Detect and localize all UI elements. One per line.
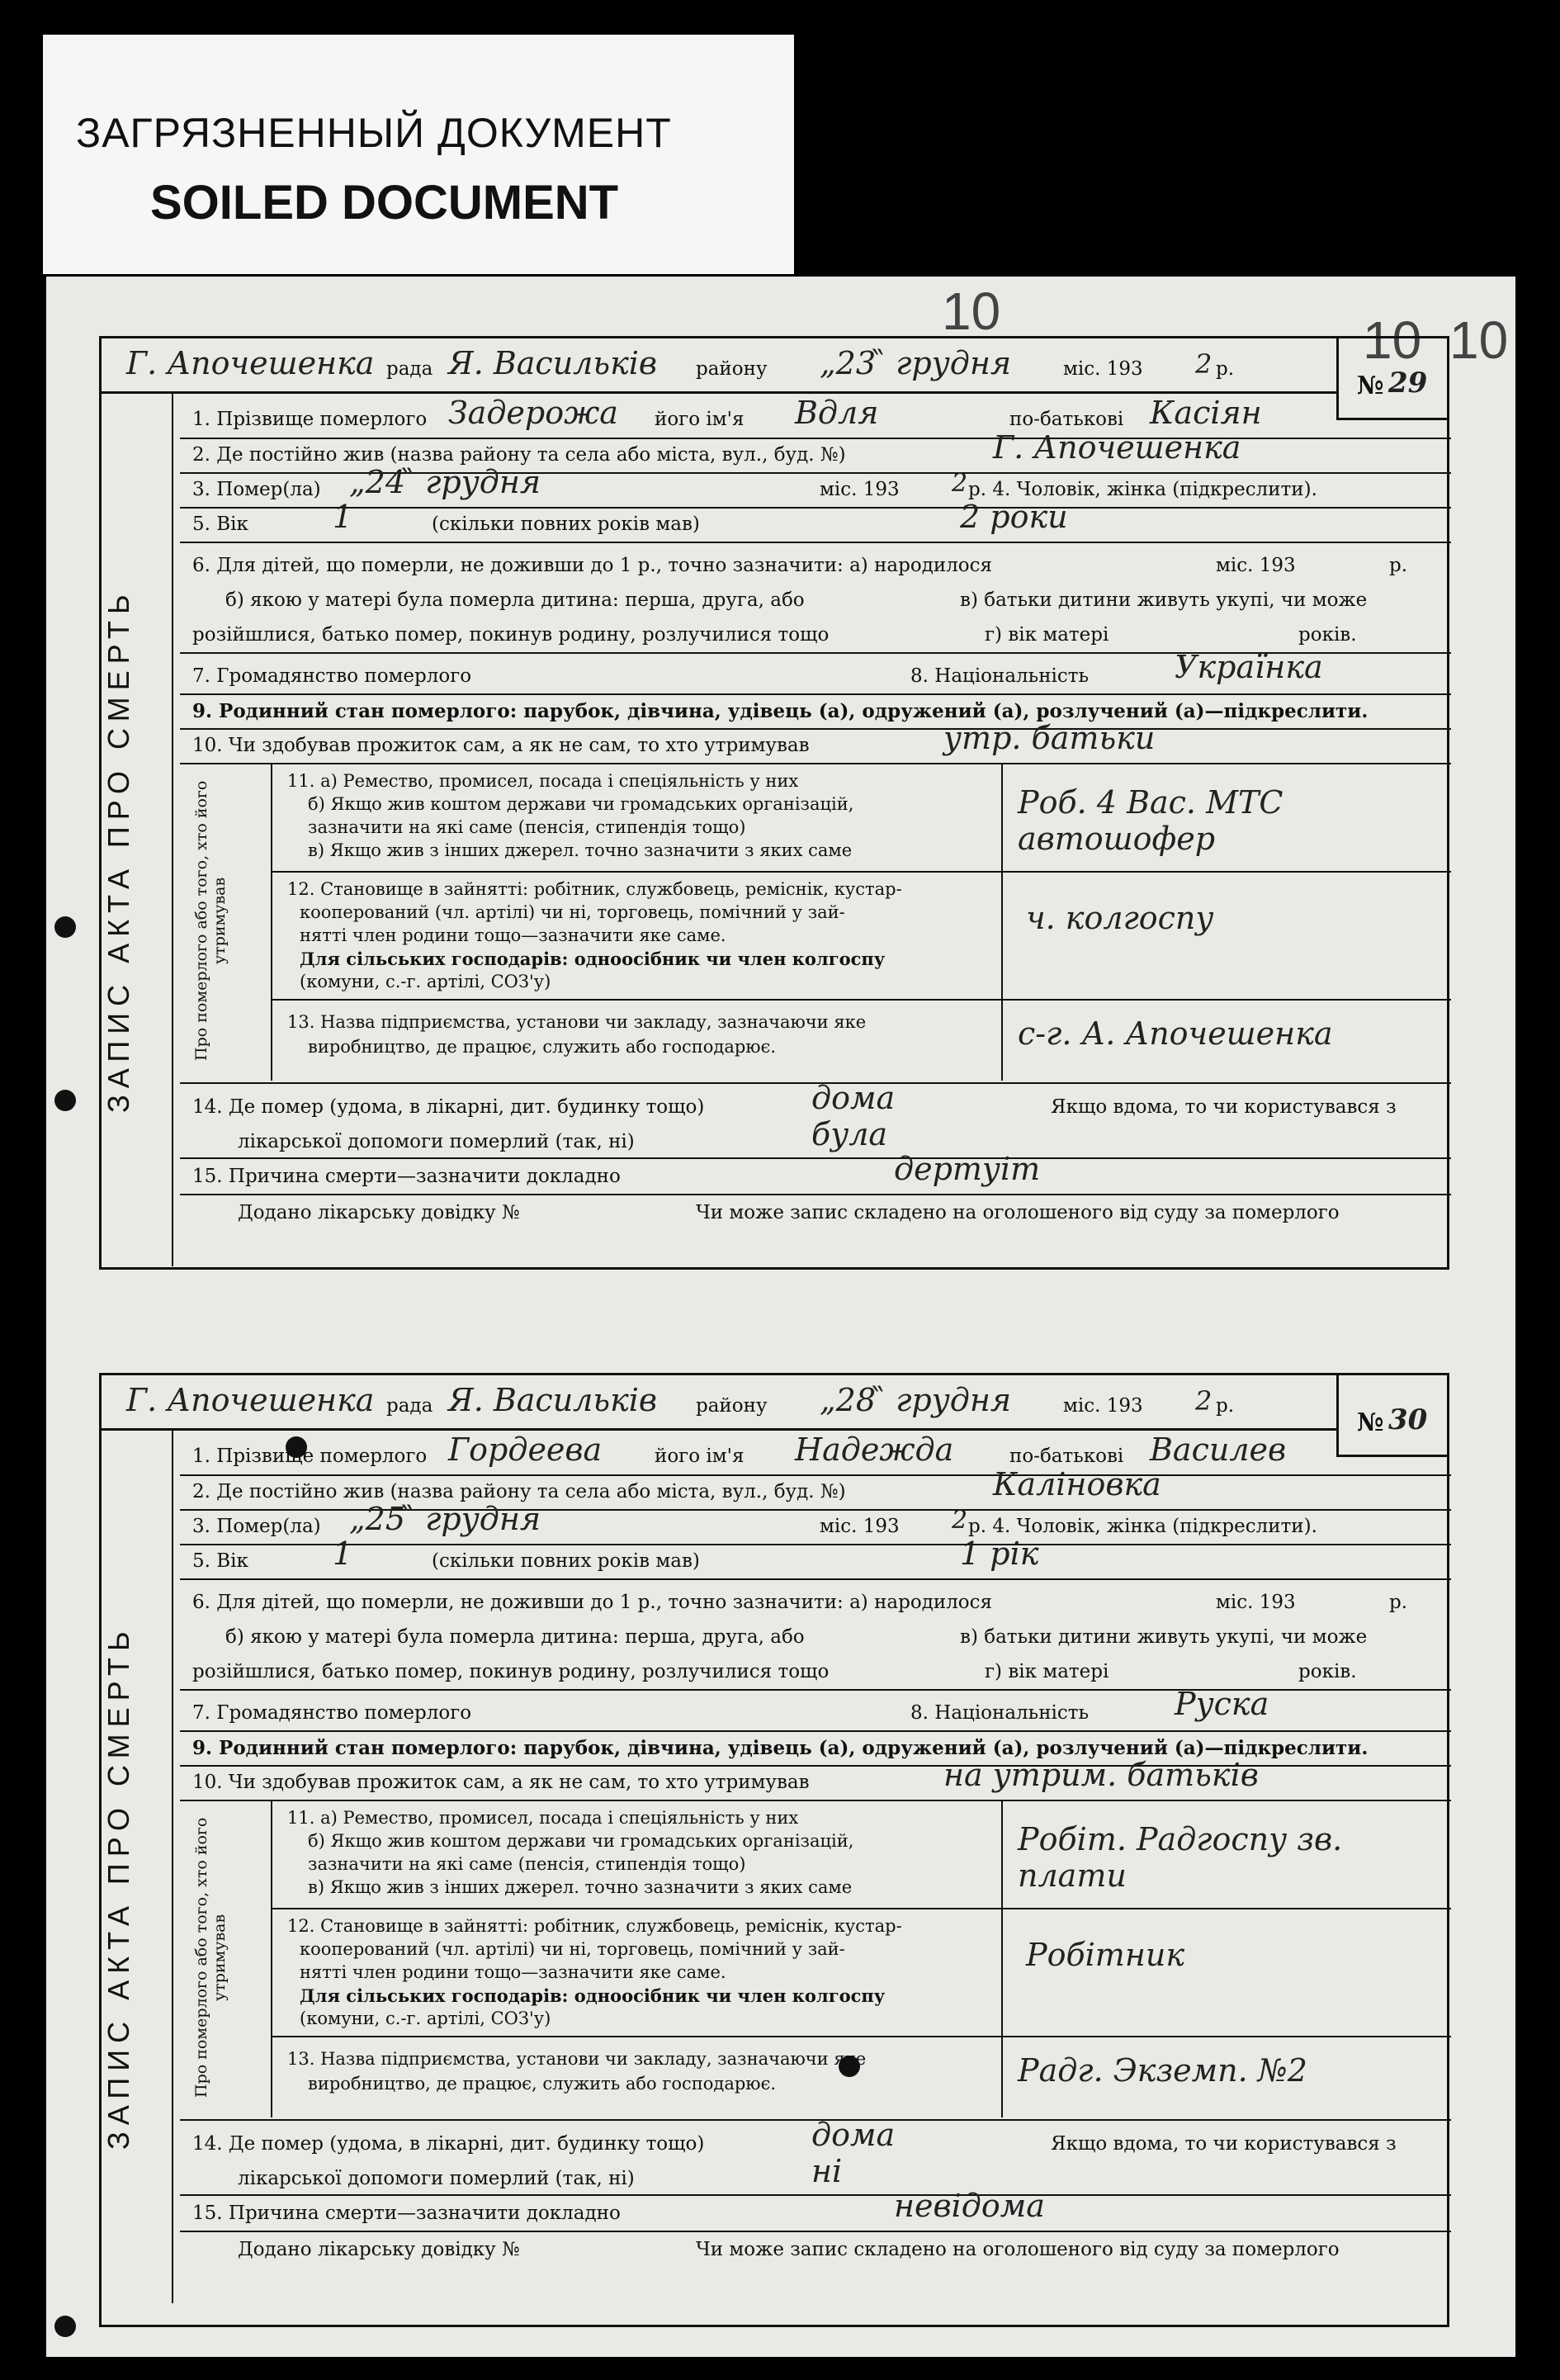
death-record-1: [99, 336, 1449, 1270]
record-number: 30: [1388, 1403, 1428, 1436]
support-value: на утрим. батьків: [943, 1757, 1259, 1793]
selrada-name: Г. Апочешенка: [126, 345, 375, 381]
nationality-value: Українка: [1175, 649, 1323, 685]
name-value: Вдля: [795, 395, 879, 431]
workplace-label: виробництво, де працює, служить або господарює.: [308, 2074, 777, 2094]
home-death-label: Якщо вдома, то чи користувався з: [1051, 2133, 1397, 2155]
position-value: ч. колгоспу: [1026, 900, 1214, 936]
rayon-label: району: [696, 1395, 768, 1417]
field-nationality-label: 8. Національність: [910, 665, 1090, 687]
nationality-value: Руска: [1175, 1686, 1269, 1722]
age-note-value: 2 роки: [960, 499, 1068, 535]
farmer-label: Для сільських господарів: одноосібник чи член колгоспу: [300, 949, 886, 969]
field-cause-label: 15. Причина смерти—зазначити докладно: [192, 2203, 621, 2224]
record-header: [102, 338, 1336, 394]
enterprise-value: с-г. А. Апочешенка: [1018, 1015, 1333, 1052]
subsection-label: Про померлого або того, хто його утримував: [192, 780, 229, 1061]
medical-value: ні: [811, 2153, 843, 2189]
rayon-name: Я. Васильків: [448, 345, 658, 381]
name-value: Надежда: [795, 1431, 954, 1468]
margin-rule: [172, 391, 173, 1266]
field-name-label: його ім'я: [655, 1446, 745, 1467]
state-support-label: б) Якщо жив коштом держави чи громадських організацій,: [308, 794, 854, 814]
home-death-label: Якщо вдома, то чи користувався з: [1051, 1096, 1397, 1118]
field-infant-label: 6. Для дітей, що померли, не доживши до 1 р., точно зазначити: а) народилося: [192, 1592, 993, 1613]
medical-help-label: лікарської допомоги померлий (так, ні): [238, 1131, 635, 1152]
occupation-label: 11. а) Ремество, промисел, посада і спеціяльність у них: [287, 771, 799, 791]
infant-year-label: р.: [1389, 555, 1408, 576]
place-value: дома: [811, 1080, 896, 1116]
soiled-label-english: SOILED DOCUMENT: [150, 176, 619, 229]
month-year-label: міс. 193: [1063, 358, 1143, 380]
death-month-label: міс. 193: [820, 1516, 900, 1537]
surname-value: Гордеева: [448, 1431, 603, 1468]
death-year-value: 2: [952, 1506, 968, 1535]
field-age-label: 5. Вік: [192, 1550, 248, 1572]
age-note-label: (скільки повних років мав): [432, 513, 700, 535]
other-income-label: в) Якщо жив з інших джерел. точно зазначити з яких саме: [308, 1877, 853, 1897]
field-residence-label: 2. Де постійно жив (назва району та села або міста, вул., буд. №): [192, 1481, 846, 1502]
position-label: 12. Становище в зайнятті: робітник, службовець, реміснік, кустар-: [287, 879, 902, 899]
infant-month-label: міс. 193: [1216, 1592, 1296, 1613]
sex-label: р. 4. Чоловік, жінка (підкреслити).: [968, 479, 1317, 500]
residence-value: Каліновка: [993, 1466, 1161, 1502]
field-death-date-label: 3. Помер(ла): [192, 1516, 321, 1537]
pension-label: зазначити на які саме (пенсія, стипендія тощо): [308, 817, 746, 837]
record-number: 29: [1388, 367, 1428, 400]
punch-hole: [54, 2316, 76, 2337]
record-year: 2: [1195, 348, 1213, 380]
cause-value: невідома: [894, 2188, 1045, 2224]
infant-order-label: б) якою у матері була померла дитина: перша, друга, або: [225, 589, 805, 611]
pencil-mark: 10: [1363, 310, 1422, 370]
family-member-label: нятті член родини тощо—зазначити яке саме.: [300, 925, 726, 945]
margin-rule: [172, 1428, 173, 2303]
field-nationality-label: 8. Національність: [910, 1702, 1090, 1724]
infant-month-label: міс. 193: [1216, 555, 1296, 576]
field-marital-label: 9. Родинний стан померлого: парубок, дівчина, удівець (а), одружений (а), розлучений (а)—підкреслити.: [192, 1737, 1369, 1759]
pension-label: зазначити на які саме (пенсія, стипендія тощо): [308, 1854, 746, 1874]
court-label: Чи може запис складено на оголошеного від суду за померлого: [696, 1202, 1340, 1223]
infant-year-label: р.: [1389, 1592, 1408, 1613]
rada-label: рада: [386, 358, 433, 380]
support-value: утр. батьки: [943, 720, 1156, 756]
death-record-2: [99, 1373, 1449, 2327]
court-label: Чи може запис складено на оголошеного від суду за померлого: [696, 2239, 1340, 2260]
death-month-label: міс. 193: [820, 479, 900, 500]
field-surname-label: 1. Прізвище померлого: [192, 409, 428, 430]
cooperative-label: кооперований (чл. артілі) чи ні, торговець, помічний у зай-: [300, 1939, 845, 1959]
year-suffix: р.: [1216, 358, 1235, 380]
occupation-value: Робіт. Радгоспу зв. плати: [1018, 1821, 1343, 1894]
year-suffix: р.: [1216, 1395, 1235, 1417]
workplace-label: виробництво, де працює, служить або господарює.: [308, 1037, 777, 1057]
selrada-name: Г. Апочешенка: [126, 1382, 375, 1418]
field-patronymic-label: по-батькові: [1009, 409, 1124, 430]
rada-label: рада: [386, 1395, 433, 1417]
surname-value: Задерожа: [448, 395, 618, 431]
enterprise-label: 13. Назва підприємства, установи чи закладу, зазначаючи яке: [287, 2049, 867, 2069]
side-title: ЗАПИС АКТА ПРО СМЕРТЬ: [102, 1625, 135, 2150]
pencil-mark: 10: [1449, 310, 1509, 370]
certificate-label: Додано лікарську довідку №: [238, 2239, 520, 2260]
soiled-document-label: [43, 35, 794, 274]
enterprise-label: 13. Назва підприємства, установи чи закладу, зазначаючи яке: [287, 1012, 867, 1032]
infant-order-label: б) якою у матері була померла дитина: перша, друга, або: [225, 1626, 805, 1648]
field-support-label: 10. Чи здобував прожиток сам, а як не сам, то хто утримував: [192, 735, 810, 756]
number-label: №: [1357, 1408, 1384, 1437]
medical-help-label: лікарської допомоги померлий (так, ні): [238, 2168, 635, 2189]
farmer-label: Для сільських господарів: одноосібник чи член колгоспу: [300, 1985, 886, 2006]
side-title: ЗАПИС АКТА ПРО СМЕРТЬ: [102, 588, 135, 1113]
number-label: №: [1357, 371, 1384, 400]
field-citizenship-label: 7. Громадянство померлого: [192, 1702, 472, 1724]
death-year-value: 2: [952, 469, 968, 498]
record-number-box: [1336, 1375, 1447, 1457]
family-member-label: нятті член родини тощо—зазначити яке саме.: [300, 1962, 726, 1982]
enterprise-value: Радг. Экземп. №2: [1018, 2052, 1307, 2089]
field-patronymic-label: по-батькові: [1009, 1446, 1124, 1467]
age-note-value: 1 рік: [960, 1535, 1039, 1572]
punch-hole: [54, 1090, 76, 1111]
occupation-label: 11. а) Ремество, промисел, посада і спеціяльність у них: [287, 1808, 799, 1828]
death-day-value: „25 ̏ грудня: [349, 1501, 541, 1537]
field-death-date-label: 3. Помер(ла): [192, 479, 321, 500]
years-label: років.: [1298, 624, 1357, 646]
cause-value: дертуіт: [894, 1151, 1041, 1187]
punch-hole: [54, 916, 76, 938]
field-cause-label: 15. Причина смерти—зазначити докладно: [192, 1166, 621, 1187]
record-date: „28 ̏ грудня: [820, 1382, 1012, 1418]
field-marital-label: 9. Родинний стан померлого: парубок, дівчина, удівець (а), одружений (а), розлучений (а)—підкреслити.: [192, 700, 1369, 722]
field-place-label: 14. Де помер (удома, в лікарні, дит. будинку тощо): [192, 1096, 705, 1118]
parents-label: в) батьки дитини живуть укупі, чи може: [960, 1626, 1368, 1648]
record-year: 2: [1195, 1385, 1213, 1417]
years-label: років.: [1298, 1661, 1357, 1682]
soiled-label-russian: ЗАГРЯЗНЕННЫЙ ДОКУМЕНТ: [76, 110, 672, 156]
field-surname-label: 1. Прізвище померлого: [192, 1446, 428, 1467]
rayon-name: Я. Васильків: [448, 1382, 658, 1418]
commune-label: (комуни, с.-г. артілі, СОЗ'у): [300, 2009, 551, 2028]
position-value: Робітник: [1026, 1937, 1185, 1973]
record-header: [102, 1375, 1336, 1431]
month-year-label: міс. 193: [1063, 1395, 1143, 1417]
medical-value: була: [811, 1116, 888, 1152]
pencil-mark: 10: [942, 282, 1001, 341]
death-day-value: „24 ̏ грудня: [349, 464, 541, 500]
field-support-label: 10. Чи здобував прожиток сам, а як не сам, то хто утримував: [192, 1772, 810, 1793]
field-citizenship-label: 7. Громадянство померлого: [192, 665, 472, 687]
record-number-box: [1336, 338, 1447, 420]
patronymic-value: Василев: [1150, 1431, 1287, 1468]
parents-status-label: розійшлися, батько помер, покинув родину, розлучилися тощо: [192, 1661, 830, 1682]
record-date: „23 ̏ грудня: [820, 345, 1012, 381]
state-support-label: б) Якщо жив коштом держави чи громадських організацій,: [308, 1831, 854, 1851]
document-sheet: [46, 277, 1515, 2357]
commune-label: (комуни, с.-г. артілі, СОЗ'у): [300, 972, 551, 991]
rayon-label: району: [696, 358, 768, 380]
mother-age-label: г) вік матері: [985, 624, 1109, 646]
sex-label: р. 4. Чоловік, жінка (підкреслити).: [968, 1516, 1317, 1537]
field-infant-label: 6. Для дітей, що померли, не доживши до 1 р., точно зазначити: а) народилося: [192, 555, 993, 576]
residence-value: Г. Апочешенка: [993, 429, 1241, 466]
age-value: 1: [333, 1535, 353, 1572]
parents-label: в) батьки дитини живуть укупі, чи може: [960, 589, 1368, 611]
cooperative-label: кооперований (чл. артілі) чи ні, торговець, помічний у зай-: [300, 902, 845, 922]
field-place-label: 14. Де помер (удома, в лікарні, дит. будинку тощо): [192, 2133, 705, 2155]
parents-status-label: розійшлися, батько помер, покинув родину, розлучилися тощо: [192, 624, 830, 646]
field-age-label: 5. Вік: [192, 513, 248, 535]
age-note-label: (скільки повних років мав): [432, 1550, 700, 1572]
occupation-value: Роб. 4 Вас. МТС автошофер: [1018, 784, 1283, 857]
certificate-label: Додано лікарську довідку №: [238, 1202, 520, 1223]
other-income-label: в) Якщо жив з інших джерел. точно зазначити з яких саме: [308, 840, 853, 860]
position-label: 12. Становище в зайнятті: робітник, службовець, реміснік, кустар-: [287, 1916, 902, 1936]
place-value: дома: [811, 2117, 896, 2153]
field-residence-label: 2. Де постійно жив (назва району та села або міста, вул., буд. №): [192, 444, 846, 466]
subsection-label: Про померлого або того, хто його утримував: [192, 1817, 229, 2098]
mother-age-label: г) вік матері: [985, 1661, 1109, 1682]
field-name-label: його ім'я: [655, 409, 745, 430]
age-value: 1: [333, 499, 353, 535]
patronymic-value: Касіян: [1150, 395, 1262, 431]
